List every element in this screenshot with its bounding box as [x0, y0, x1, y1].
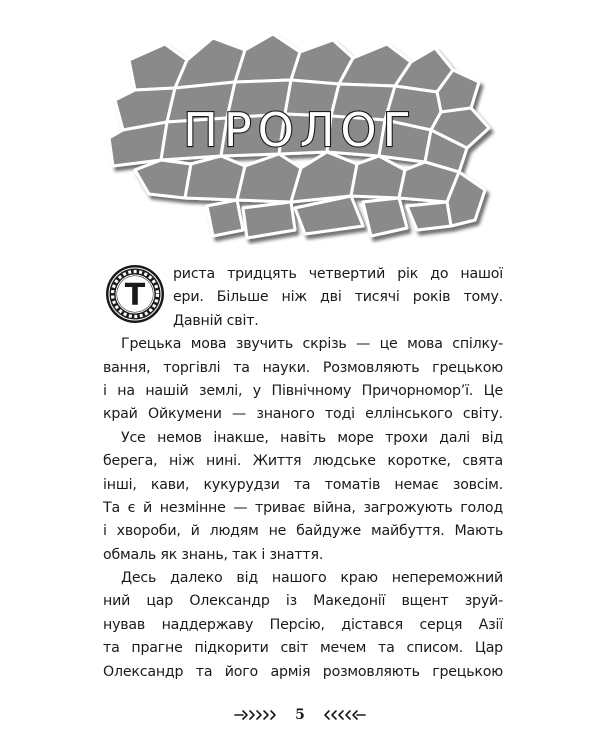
left-ornament-icon: [233, 709, 281, 721]
prologue-text: [103, 263, 503, 684]
chapter-banner: [95, 30, 505, 245]
text-line: Усе немов інакше, навіть море трохи далі від: [121, 429, 503, 446]
page-footer: [0, 702, 600, 728]
paragraph: [103, 567, 503, 684]
drop-cap-letter: Т: [124, 278, 146, 313]
right-ornament-icon: [319, 709, 367, 721]
text-line: і хвороби, й людям не байдуже майбуття. Мають: [103, 523, 503, 540]
paragraph: [103, 427, 503, 567]
text-line: Десь далеко від нашого краю непереможний: [121, 570, 503, 587]
text-line: Давній світ.: [173, 312, 259, 329]
text-line: Та є й незмінне — триває війна, загрожують голод: [103, 499, 503, 516]
stone-mosaic-graphic: [95, 30, 505, 245]
chapter-title: ПРОЛОГ: [183, 103, 417, 157]
text-line: нував наддержаву Персію, дістався серця Азії: [103, 616, 503, 633]
page-number: 5: [295, 707, 305, 723]
text-line: ери. Більше ніж дві тисячі років тому.: [173, 289, 503, 306]
paragraph: [103, 263, 503, 333]
text-line: Грецька мова звучить скрізь — це мова спілку-: [121, 336, 503, 353]
text-line: ний цар Олександр із Македонії вщент зруй-: [103, 593, 503, 610]
text-line: обмаль як знань, так і знаття.: [103, 546, 324, 563]
text-line: та прагне підкорити світ мечем та списом. Цар: [103, 640, 503, 657]
text-line: і на нашій землі, у Північному Причорномор’ї. Це: [103, 382, 503, 399]
text-line: інші, кави, кукурудзи та томатів немає зовсім.: [103, 476, 503, 493]
text-line: вання, торгівлі та науки. Розмовляють грецькою: [103, 359, 503, 376]
text-line: риста тридцять четвертий рік до нашої: [173, 266, 503, 282]
text-line: край Ойкумени — знаного тоді еллінського світу.: [103, 406, 503, 423]
text-line: берега, ніж нині. Життя людське коротке, свята: [103, 453, 503, 470]
text-line: Олександр та його армія розмовляють грецькою: [103, 663, 503, 680]
paragraph: [103, 333, 503, 427]
